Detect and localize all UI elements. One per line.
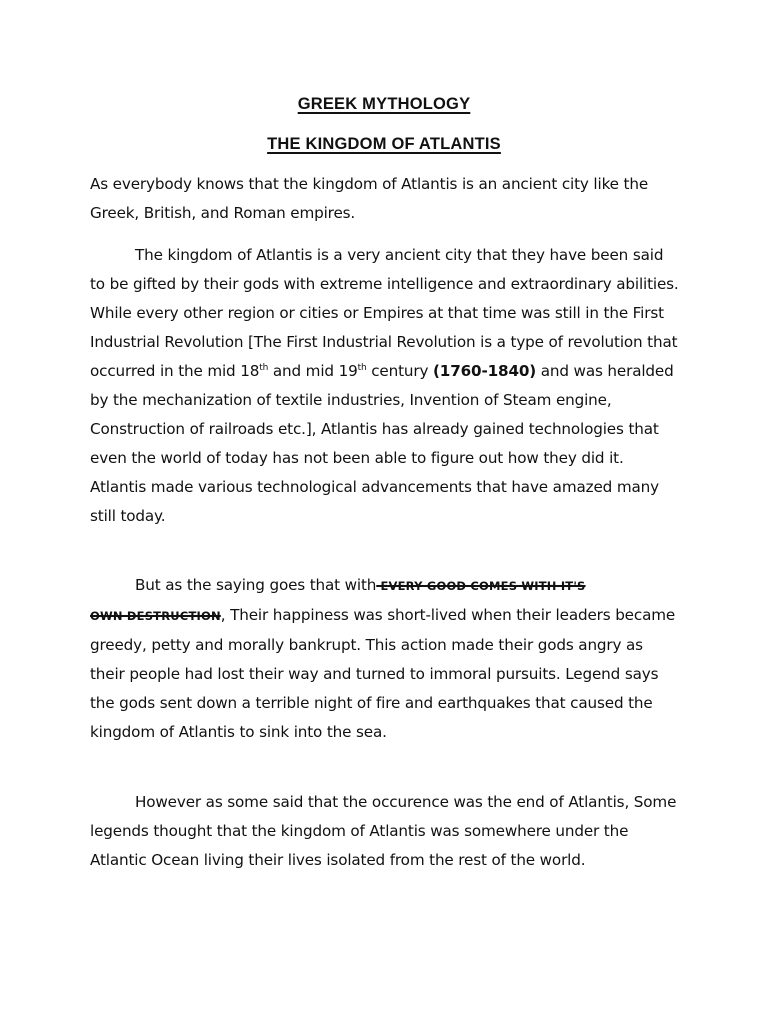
paragraph-3-strikethrough-1: EVERY GOOD COMES WITH IT'S — [376, 579, 586, 593]
paragraph-3 — [90, 571, 680, 747]
document-subtitle: THE KINGDOM OF ATLANTIS — [267, 135, 501, 153]
paragraph-2-years: (1760-1840) — [433, 362, 537, 380]
paragraph-2-intro: The kingdom of Atlantis is a very ancient city that they have been said to be gifted by their gods with extreme intelligence and extraordinary abilities. While every other region or cities or Empires at that time was still in the First Industrial Revolution [The First Industrial Revolution is a type of revolution that occurred in the mid — [90, 246, 679, 380]
paragraph-2-num-1: 18 — [240, 362, 260, 380]
paragraph-2-sup-2: th — [357, 362, 367, 373]
paragraph-3-intro: But as the saying goes that with — [135, 576, 377, 594]
paragraph-1 — [90, 170, 680, 228]
paragraph-2-mid-2: century — [366, 362, 433, 380]
paragraph-2-sup-1: th — [259, 362, 269, 373]
paragraph-2-mid-1: and mid — [268, 362, 339, 380]
paragraph-2 — [90, 241, 680, 531]
paragraph-4 — [90, 788, 680, 875]
paragraph-1-text: As everybody knows that the kingdom of Atlantis is an ancient city like the Greek, British, and Roman empires. — [90, 175, 649, 222]
paragraph-4-text: However as some said that the occurence was the end of Atlantis, Some legends thought that the kingdom of Atlantis was somewhere under the Atlantic Ocean living their lives isolated from the rest of the world. — [90, 793, 677, 869]
paragraph-3-rest: , Their happiness was short-lived when their leaders became greedy, petty and morally bankrupt. This action made their gods angry as their people had lost their way and turned to immoral pursuits. Legend says the gods sent down a terrible night of fire and earthquakes that caused the kingdom of Atlantis to sink into the sea. — [90, 606, 676, 741]
paragraph-2-num-2: 19 — [338, 362, 358, 380]
paragraph-2-rest: and was heralded by the mechanization of textile industries, Invention of Steam engine, Construction of railroads etc.], Atlantis has already gained technologies that even the world of today has not been able to figure out how they did it. Atlantis made various technological advancements that have amazed many still today. — [90, 362, 674, 525]
paragraph-3-strikethrough-2: OWN DESTRUCTION — [90, 609, 221, 623]
document-title: GREEK MYTHOLOGY — [297, 95, 471, 113]
